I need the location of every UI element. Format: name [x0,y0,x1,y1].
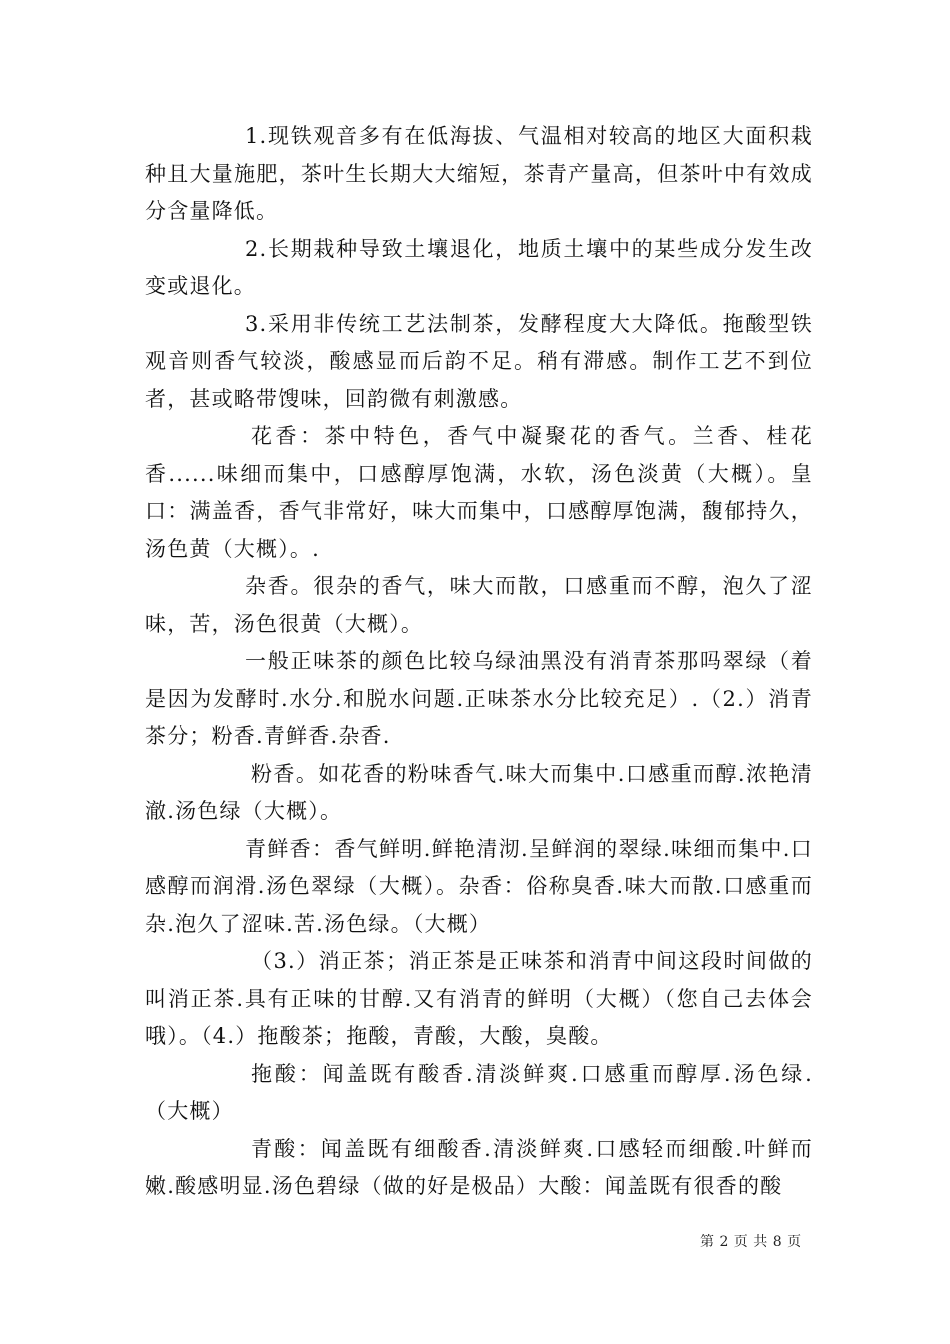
paragraph-1: 1.现铁观音多有在低海拔、气温相对较高的地区大面积栽种且大量施肥，茶叶生长期大大缩短，茶青产量高，但茶叶中有效成分含量降低。 [145,124,813,223]
document-body [145,118,813,1206]
paragraph-7: 粉香。如花香的粉味香气.味大而集中.口感重而醇.浓艳清澈.汤色绿（大概）。 [145,761,813,823]
page-number-footer: 第 2 页 共 8 页 [700,1234,802,1250]
paragraph-2: 2.长期栽种导致土壤退化，地质土壤中的某些成分发生改变或退化。 [145,236,813,298]
paragraph-8: 青鲜香：香气鲜明.鲜艳清沏.呈鲜润的翠绿.味细而集中.口感醇而润滑.汤色翠绿（大概）。杂香：俗称臭香.味大而散.口感重而杂.泡久了涩味.苦.汤色绿。（大概） [145,836,813,936]
paragraph-10: 拖酸：闻盖既有酸香.清淡鲜爽.口感重而醇厚.汤色绿.（大概） [145,1061,813,1123]
paragraph-6: 一般正味茶的颜色比较乌绿油黑没有消青茶那吗翠绿（着是因为发酵时.水分.和脱水问题.正味茶水分比较充足）.（2.）消青茶分；粉香.青鲜香.杂香. [145,649,813,748]
paragraph-5: 杂香。很杂的香气，味大而散，口感重而不醇，泡久了涩味，苦，汤色很黄（大概）。 [145,574,813,636]
paragraph-9: （3.）消正茶；消正茶是正味茶和消青中间这段时间做的叫消正茶.具有正味的甘醇.又有消青的鲜明（大概）（您自己去体会哦）。（4.）拖酸茶；拖酸，青酸，大酸，臭酸。 [145,949,813,1048]
paragraph-11: 青酸：闻盖既有细酸香.清淡鲜爽.口感轻而细酸.叶鲜而嫩.酸感明显.汤色碧绿（做的好是极品）大酸：闻盖既有很香的酸 [145,1136,813,1198]
paragraph-3: 3.采用非传统工艺法制茶，发酵程度大大降低。拖酸型铁观音则香气较淡，酸感显而后韵不足。稍有滞感。制作工艺不到位者，甚或略带馊味，回韵微有刺激感。 [145,311,813,411]
paragraph-4: 花香：茶中特色，香气中凝聚花的香气。兰香、桂花香......味细而集中，口感醇厚饱满，水软，汤色淡黄（大概）。皇口：满盖香，香气非常好，味大而集中，口感醇厚饱满，馥郁持久，汤色黄（大概）。. [145,424,813,561]
